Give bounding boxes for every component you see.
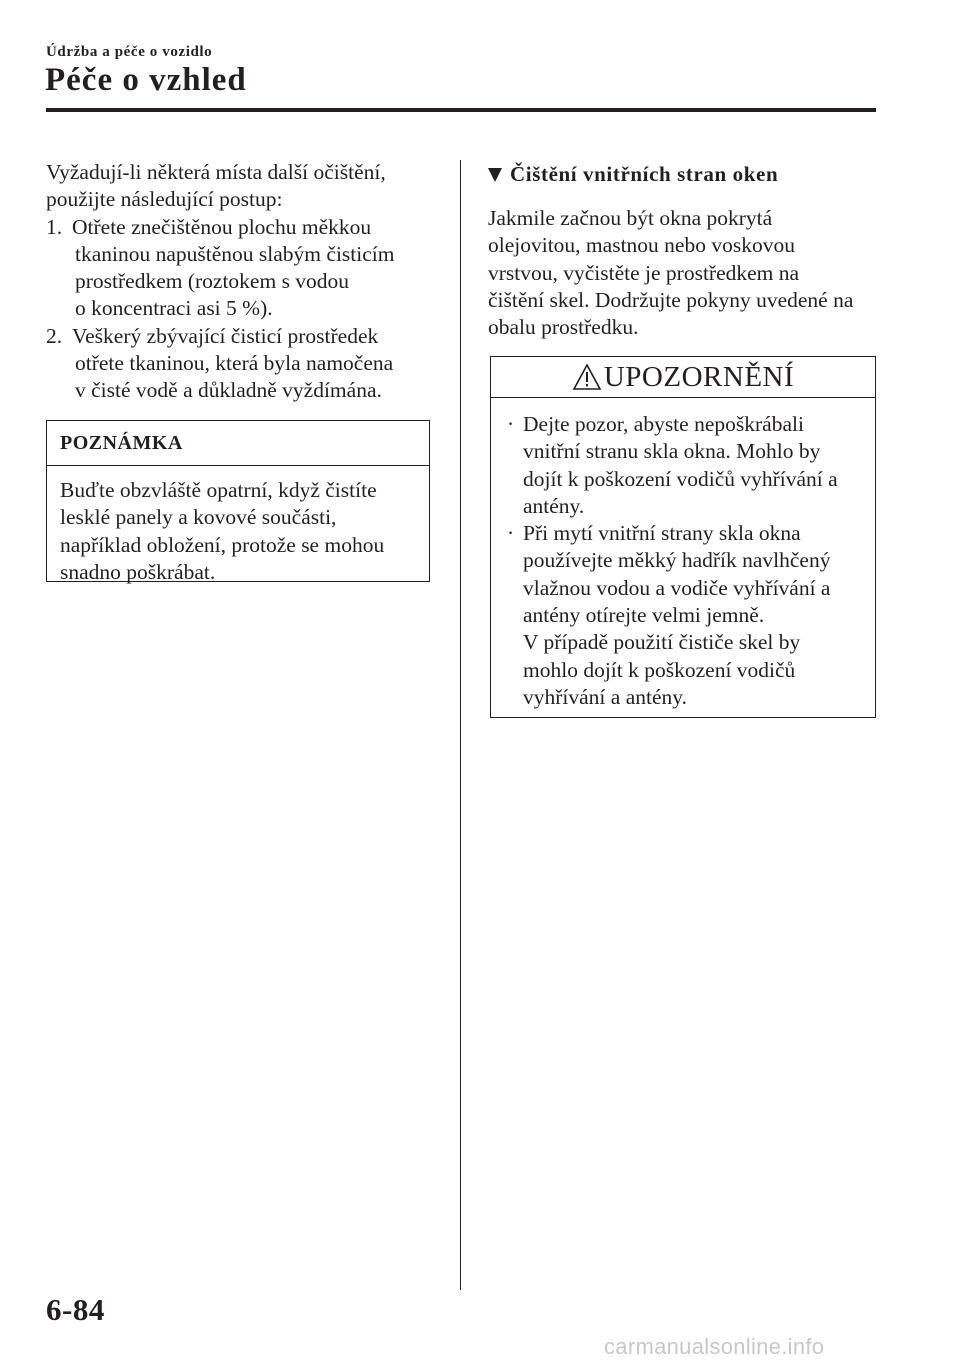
note-line: Buďte obzvláště opatrní, když čistíte	[60, 478, 377, 502]
step-number: 1.	[46, 214, 63, 239]
column-divider	[460, 160, 461, 1290]
bullet-line: antény.	[523, 493, 585, 518]
bullet-line: vlažnou vodou a vodiče vyhřívání a	[523, 575, 831, 600]
bullet-line: Při mytí vnitřní strany skla okna	[523, 521, 801, 546]
caution-bullet-2	[507, 520, 875, 711]
caution-box	[490, 356, 876, 718]
bullet-dot: ·	[507, 412, 515, 436]
note-body	[47, 466, 429, 586]
caution-title: UPOZORNĚNÍ	[603, 360, 795, 393]
bullet-line: vyhřívání a antény.	[523, 684, 687, 709]
page-number: 6-84	[46, 1292, 105, 1327]
paragraph-line: vrstvou, vyčistěte je prostředkem na	[488, 260, 800, 285]
note-line: lesklé panely a kovové součásti,	[60, 505, 337, 530]
paragraph-line: obalu prostředku.	[488, 315, 639, 340]
paragraph-line: čištění skel. Dodržujte pokyny uvedené na	[488, 287, 854, 312]
note-line: například obložení, protože se mohou	[60, 532, 385, 557]
bullet-line: vnitřní stranu skla okna. Mohlo by	[523, 439, 821, 464]
bullet-dot: ·	[507, 521, 515, 546]
intro-line: Vyžadují-li některá místa další očištění,	[46, 160, 386, 184]
bullet-line: používejte měkký hadřík navlhčený	[523, 548, 831, 573]
bullet-line: mohlo dojít k poškození vodičů	[523, 657, 796, 682]
bullet-line: dojít k poškození vodičů vyhřívání a	[523, 466, 838, 491]
left-column	[46, 159, 436, 405]
bullet-line: antény otírejte velmi jemně.	[523, 603, 765, 628]
step-line: prostředkem (roztokem s vodou	[75, 269, 350, 294]
note-line: snadno poškrábat.	[60, 559, 216, 584]
warning-triangle-icon	[572, 363, 602, 391]
window-cleaning-paragraph	[488, 205, 878, 341]
subheading	[488, 162, 778, 187]
bullet-line: Dejte pozor, abyste nepoškrábali	[523, 412, 804, 436]
note-title: POZNÁMKA	[47, 421, 429, 466]
caution-bullet-1	[507, 411, 875, 520]
header-divider	[46, 108, 876, 112]
triangle-marker-icon	[488, 168, 502, 182]
note-box	[46, 420, 430, 582]
intro-line: použijte následující postup:	[46, 187, 283, 212]
paragraph-line: olejovitou, mastnou nebo voskovou	[488, 233, 795, 258]
caution-header	[491, 357, 875, 398]
step-item-2	[46, 323, 436, 405]
paragraph-line: Jakmile začnou být okna pokrytá	[488, 206, 773, 230]
section-label: Údržba a péče o vozidlo	[46, 44, 213, 60]
watermark: carmanualsonline.info	[604, 1334, 825, 1359]
caution-body	[491, 398, 875, 711]
step-line: tkaninou napuštěnou slabým čisticím	[75, 241, 395, 266]
step-number: 2.	[46, 323, 63, 348]
step-item-1	[46, 214, 436, 323]
subheading-text: Čištění vnitřních stran oken	[510, 162, 779, 186]
page-title: Péče o vzhled	[45, 62, 247, 98]
step-line: otřete tkaninou, která byla namočena	[75, 351, 394, 376]
intro-paragraph	[46, 159, 436, 214]
step-line: Otřete znečištěnou plochu měkkou	[72, 214, 372, 239]
step-line: o koncentraci asi 5 %).	[75, 296, 273, 321]
step-line: Veškerý zbývající čisticí prostředek	[72, 323, 379, 348]
bullet-line: V případě použití čističe skel by	[523, 630, 801, 655]
step-line: v čisté vodě a důkladně vyždímána.	[75, 378, 382, 403]
